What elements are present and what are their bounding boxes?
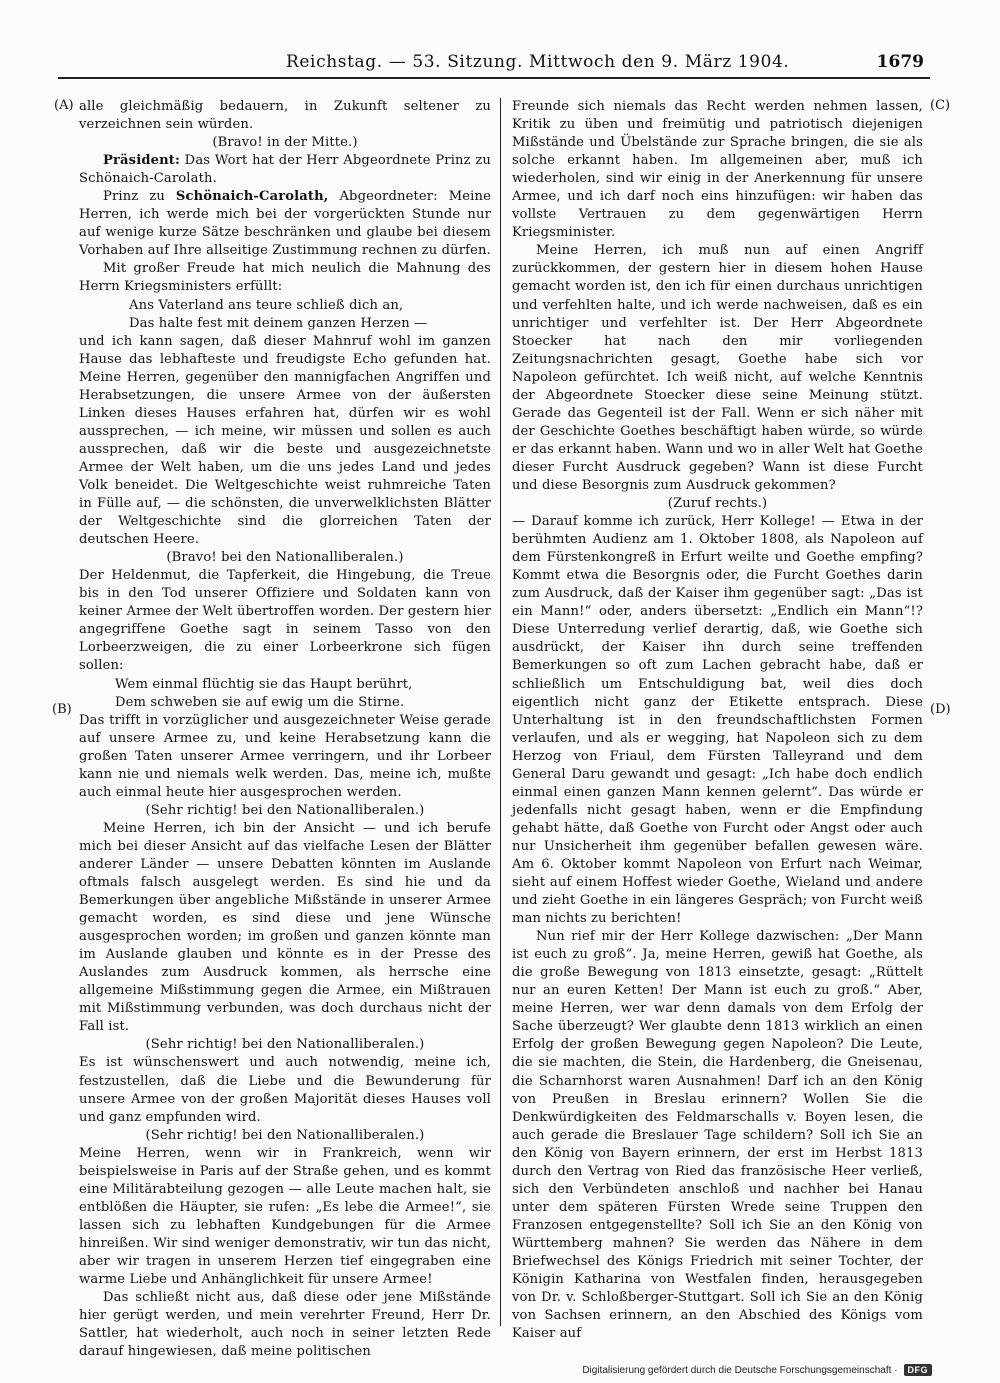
paragraph: Mit großer Freude hat mich neulich die Mahnung des Herrn Kriegsministers erfüllt:	[79, 261, 491, 295]
margin-marker-a: (A)	[54, 98, 74, 113]
interjection: (Zuruf rechts.)	[667, 496, 768, 512]
verse-line: Dem schweben sie auf ewig um die Stirne.	[115, 694, 405, 710]
interjection: (Bravo! in der Mitte.)	[212, 135, 358, 151]
interjection: (Sehr richtig! bei den Nationalliberalen.)	[145, 1127, 425, 1143]
speaker-paragraph	[79, 188, 491, 260]
interjection: (Bravo! bei den Nationalliberalen.)	[166, 550, 404, 566]
page-number: 1679	[876, 52, 924, 72]
right-column	[512, 98, 924, 1342]
paragraph: Nun rief mir der Herr Kollege dazwischen: „Der Mann ist euch zu groß“. Ja, meine Herren, gewiß hat Goethe, als die große Bewegung von 1813 einsetzte, gesagt: „Rüttelt nur an euren Ketten! Der Mann ist euch zu groß.“ Aber, meine Herren, wer war denn damals von dem Erfolg der Sache überzeugt? Wer glaubte denn 1813 wirklich an einen Erfolg der großen Bewegung gegen Napoleon? Die Leute, die sie machten, die Stein, die Hardenberg, die Gneisenau, die Scharnhorst waren Ausnahmen! Darf ich an den König von Preußen in Breslau erinnern? Wollen Sie die Denkwürdigkeiten des Feldmarschalls v. Boyen lesen, die auch gerade die Breslauer Tage schildern? Soll ich Sie an den König von Bayern erinnern, der erst im Herbst 1813 durch den Vertrag von Ried das französische Heer verließ, sich den Verbündeten anschloß und nachher bei Hanau unter dem späteren Fürsten Wrede seine Truppen den Franzosen entgegenstellte? Soll ich Sie an den König von Württemberg mahnen? Sie werden das Nähere in dem Briefwechsel des Königs Friedrich mit seiner Tochter, der Königin Katharina von Westfalen finden, herausgegeben von Dr. v. Schloßberger-Stuttgart. Soll ich Sie an den König von Sachsen erinnern, an den Abschied des Königs vom Kaiser auf	[512, 929, 923, 1342]
verse-line: Das halte fest mit deinem ganzen Herzen —	[129, 315, 428, 331]
header-rule	[58, 77, 930, 79]
paragraph: Der Heldenmut, die Tapferkeit, die Hingebung, die Treue bis in den Tod unserer Offiziere und Soldaten kann von keiner Armee der Welt übertroffen worden. Der gestern hier angegriffene Goethe sagt in seinem Tasso von den Lorbeerzweigen, die zu einer Lorbeerkrone sich fügen sollen:	[79, 568, 491, 674]
paragraph: Meine Herren, ich muß nun auf einen Angriff zurückkommen, der gestern hier in diesem hohen Hause gemacht worden ist, den ich für einen durchaus unrichtigen und verfehlten halte, und ich werde nachweisen, daß es ein unrichtiger und verfehlter ist. Der Herr Abgeordnete Stoecker hat nach den mir vorliegenden Zeitungsnachrichten gesagt, Goethe habe sich vor Napoleon gefürchtet. Ich weiß nicht, auf welche Kenntnis der Abgeordnete Stoecker diese seine Meinung stützt. Gerade das Gegenteil ist der Fall. Wenn er sich näher mit der Geschichte Goethes beschäftigt haben würde, so würde er das erkannt haben. Wann und wo in aller Welt hat Goethe dieser Furcht Ausdruck gegeben? Wann ist diese Furcht und diese Besorgnis zum Ausdruck gekommen?	[512, 243, 924, 493]
margin-marker-b: (B)	[52, 702, 72, 717]
speaker-paragraph	[79, 152, 491, 188]
speaker-prefix: Prinz zu	[103, 189, 176, 205]
verse-line: Ans Vaterland ans teure schließ dich an,	[129, 297, 404, 313]
speaker-name: Präsident:	[103, 153, 180, 169]
page-footer	[582, 1364, 932, 1376]
verse-line: Wem einmal flüchtig sie das Haupt berührt,	[115, 676, 413, 692]
left-column	[79, 98, 491, 1360]
running-head: Reichstag. — 53. Sitzung. Mittwoch den 9. März 1904.	[286, 52, 790, 72]
interjection: (Sehr richtig! bei den Nationalliberalen.)	[145, 1037, 425, 1053]
dfg-logo: DFG	[904, 1364, 933, 1376]
paragraph: und ich kann sagen, daß dieser Mahnruf wohl im ganzen Hause das lebhafteste und freudigste Echo gefunden hat. Meine Herren, gegenüber den mannigfachen Angriffen und Herabsetzungen, die unsere Armee von der äußersten Linken dieses Hauses erfahren hat, dürfen wir es wohl aussprechen, — ich meine, wir müssen und sollen es auch aussprechen, daß wir die beste und ausgezeichnetste Armee der Welt haben, um die uns jedes Land und jedes Volk beneidet. Die Weltgeschichte weist ruhmreiche Taten in Fülle auf, — die schönsten, die unverwelklichsten Blätter der Weltgeschichte sind die glorreichen Taten der deutschen Heere.	[79, 333, 491, 548]
margin-marker-c: (C)	[930, 98, 951, 113]
footer-credit: Digitalisierung gefördert durch die Deutsche Forschungsgemeinschaft ·	[582, 1364, 898, 1376]
speaker-name: Schönaich-Carolath,	[175, 189, 329, 205]
paragraph: Meine Herren, wenn wir in Frankreich, wenn wir beispielsweise in Paris auf der Straße gehen, und es kommt eine Militärabteilung gezogen — alle Leute machen halt, sie entblößen die Häupter, sie rufen: „Es lebe die Armee!“, sie lassen sich zu lebhaften Kundgebungen für die Armee hinreißen. Wir sind weniger demonstrativ, wir tun das nicht, aber wir tragen in unserem Herzen tief eingegraben eine warme Liebe und Anhänglichkeit für unsere Armee!	[79, 1145, 491, 1288]
paragraph: alle gleichmäßig bedauern, in Zukunft seltener zu verzeichnen sein würden.	[79, 99, 491, 133]
interjection: (Sehr richtig! bei den Nationalliberalen.)	[145, 802, 425, 818]
paragraph: Es ist wünschenswert und auch notwendig, meine ich, festzustellen, daß die Liebe und die Bewunderung für unsere Armee von der großen Majorität dieses Hauses voll und ganz empfunden wird.	[79, 1055, 491, 1125]
paragraph: — Darauf komme ich zurück, Herr Kollege! — Etwa in der berühmten Audienz am 1. Oktober 1808, als Napoleon auf dem Fürstenkongreß in Erfurt weilte und Goethe empfing? Kommt etwa die Besorgnis oder, die Furcht Goethes darin zum Ausdruck, daß der Kaiser ihm gegenüber sagt: „Das ist ein Mann!“ oder, anders übersetzt: „Endlich ein Mann“!? Diese Unterredung verlief derartig, daß, wie Goethe sich ausdrückt, der Kaiser ihn durch seine treffenden Bemerkungen so oft zum Lachen gebracht habe, daß er schließlich um Entschuldigung bat, weil dies doch eigentlich nicht ganz der Etikette entsprach. Diese Unterhaltung ist in den freundschaftlichsten Formen verlaufen, und als er wegging, hat Napoleon sich zu dem Herzog von Friaul, dem Fürsten Talleyrand und dem General Daru gewandt und gesagt: „Ich habe doch endlich einmal einen ganzen Mann kennen gelernt“. Das würde er jedenfalls nicht gesagt haben, wenn er die Empfindung gehabt hätte, daß Goethe von Furcht oder Angst oder auch nur Unsicherheit ihm gegenüber befallen gewesen wäre. Am 6. Oktober kommt Napoleon von Erfurt nach Weimar, sieht auf einem Hoffest wieder Goethe, Wieland und andere und zieht Goethe in ein längeres Gespräch; von Furcht weiß man nichts zu berichten!	[512, 514, 923, 927]
page-header	[58, 52, 930, 82]
margin-marker-d: (D)	[930, 702, 951, 717]
paragraph: Meine Herren, ich bin der Ansicht — und ich berufe mich bei dieser Ansicht auf das vielfache Lesen der Blätter anderer Länder — unsere Debatten könnten im Auslande oftmals falsch ausgelegt werden. Es sind hie und da Bemerkungen über angebliche Mißstände in unserer Armee gemacht worden, es sind diese und jene Wünsche ausgesprochen worden; im großen und ganzen könnte man im Auslande glauben und könnte es in der Presse des Auslandes zum Ausdruck kommen, als herrsche eine allgemeine Mißstimmung gegen die Armee, ein Mißtrauen mit Mißstimmung verbunden, was doch durchaus nicht der Fall ist.	[79, 820, 491, 1035]
column-divider	[500, 98, 501, 1326]
speech-text: Abgeordneter: Meine Herren, ich werde mich bei der vorgerückten Stunde nur auf wenige kurze Sätze beschränken und glaube bei diesem Vorhaben auf Ihre allseitige Zustimmung rechnen zu dürfen.	[79, 189, 491, 259]
paragraph: Das schließt nicht aus, daß diese oder jene Mißstände hier gerügt werden, und mein verehrter Freund, Herr Dr. Sattler, hat wiederholt, auch noch in seiner letzten Rede darauf hingewiesen, daß meine politischen	[79, 1290, 491, 1360]
paragraph: Freunde sich niemals das Recht werden nehmen lassen, Kritik zu üben und freimütig und patriotisch diejenigen Mißstände und Übelstände zur Sprache bringen, die sie als solche erkannt haben. Im allgemeinen aber, muß ich wiederholen, sind wir einig in der Anerkennung für unsere Armee, und ich darf noch eins hinzufügen: wir haben das vollste Vertrauen zu dem gegenwärtigen Herrn Kriegsminister.	[512, 99, 923, 241]
paragraph: Das trifft in vorzüglicher und ausgezeichneter Weise gerade auf unsere Armee zu, und keine Herabsetzung kann die großen Taten unserer Armee verringern, und ihr Lorbeer kann nie und niemals welk werden. Das, meine ich, mußte auch einmal heute hier ausgesprochen werden.	[79, 712, 491, 800]
speech-text: Das Wort hat der Herr Abgeordnete Prinz zu Schönaich-Carolath.	[79, 153, 491, 187]
